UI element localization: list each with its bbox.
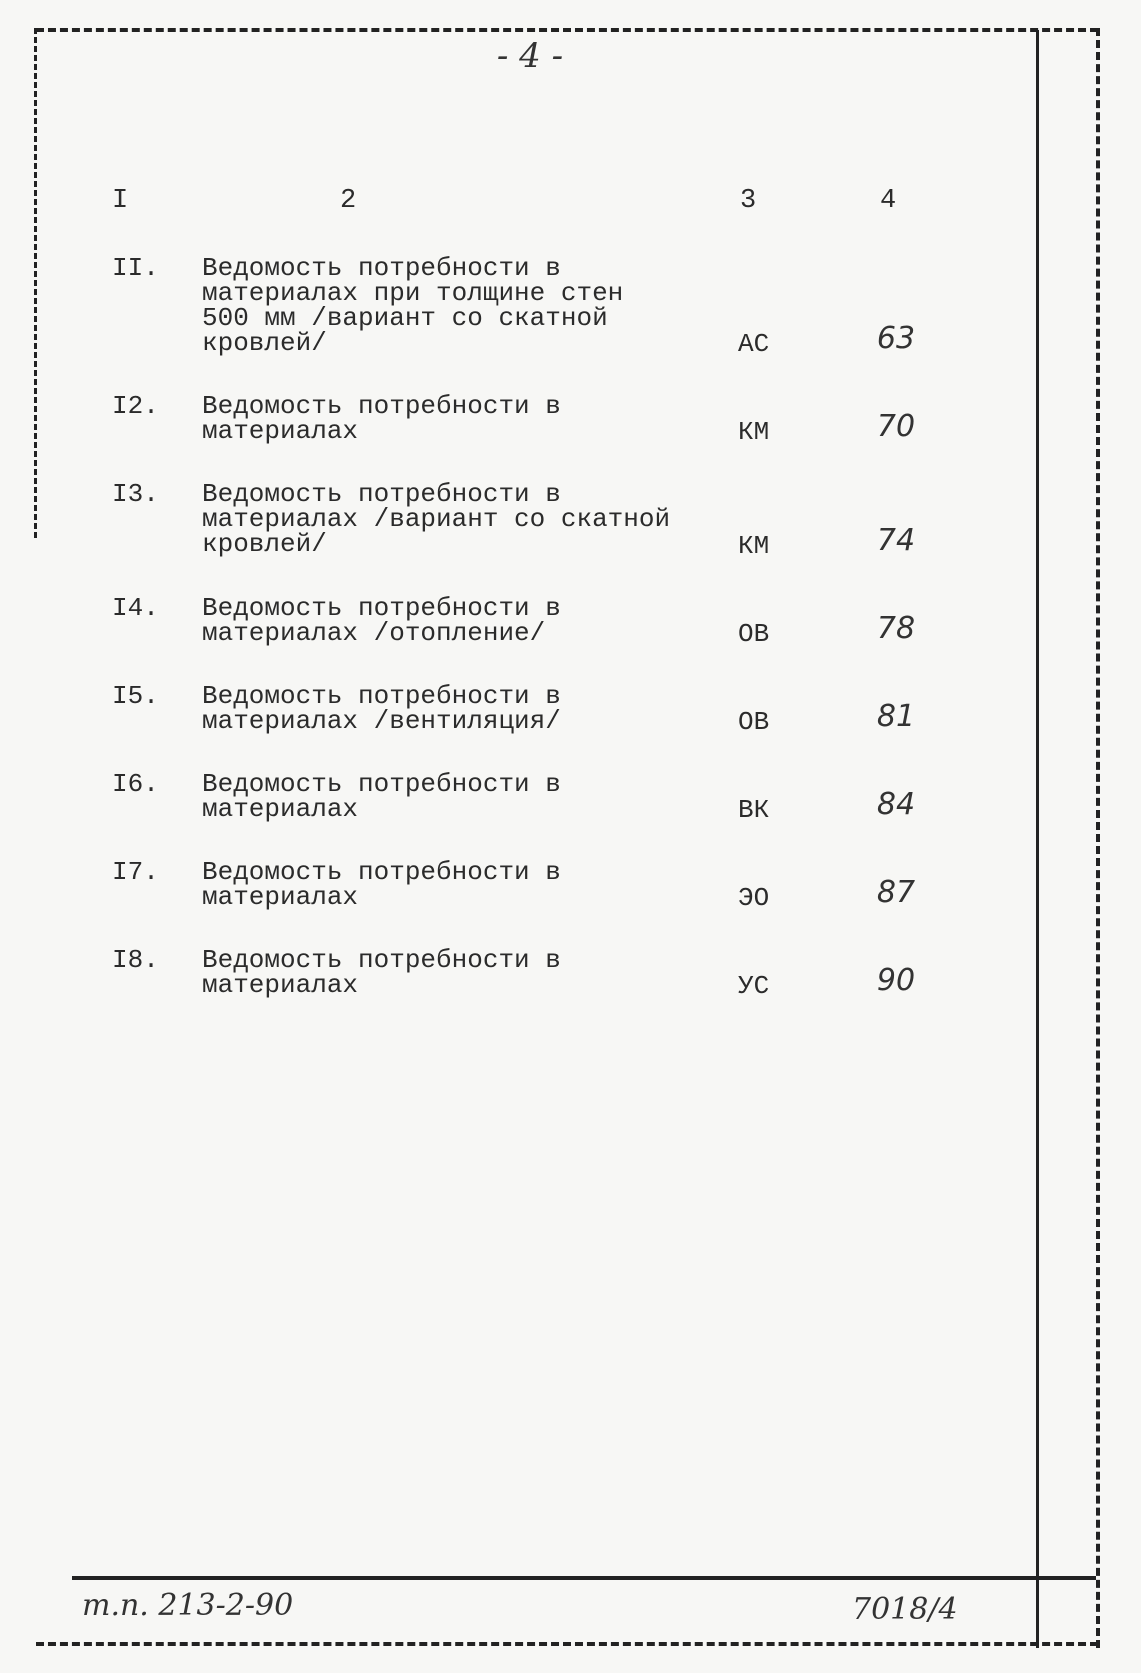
row-page: 90: [876, 963, 916, 998]
row-number: II.: [112, 253, 159, 283]
row-description: Ведомость потребности в материалах: [202, 391, 561, 446]
row-section: АС: [738, 329, 770, 359]
row-number: I5.: [112, 681, 159, 711]
row-description: Ведомость потребности в материалах /отопление/: [202, 593, 561, 648]
footer-bottom-line: [36, 1642, 1098, 1646]
row-description: Ведомость потребности в материалах: [202, 769, 561, 824]
row-section: ВК: [738, 795, 770, 825]
row-description: Ведомость потребности в материалах /вентиляция/: [202, 681, 561, 736]
project-code: т.п. 213-2-90: [82, 1588, 294, 1623]
row-section: КМ: [738, 417, 770, 447]
row-number: I8.: [112, 945, 159, 975]
row-page: 84: [876, 787, 916, 822]
row-page: 81: [876, 699, 916, 734]
row-number: I6.: [112, 769, 159, 799]
row-description: Ведомость потребности в материалах при толщине стен 500 мм /вариант со скатной кровлей/: [202, 253, 624, 358]
row-page: 63: [876, 321, 916, 356]
row-number: I7.: [112, 857, 159, 887]
column-header-1: I: [112, 186, 129, 216]
row-section: УС: [738, 971, 770, 1001]
frame-right-inner-border: [1036, 30, 1039, 1648]
row-number: I4.: [112, 593, 159, 623]
row-description: Ведомость потребности в материалах: [202, 945, 561, 1000]
footer-divider: [1036, 1576, 1039, 1646]
frame-left-border: [34, 28, 37, 538]
row-number: I2.: [112, 391, 159, 421]
row-section: ОВ: [738, 619, 770, 649]
row-description: Ведомость потребности в материалах /вариант со скатной кровлей/: [202, 479, 671, 559]
row-description: Ведомость потребности в материалах: [202, 857, 561, 912]
page-number: - 4 -: [496, 36, 564, 76]
sheet-code: 7018/4: [852, 1592, 958, 1627]
row-section: ЭО: [738, 883, 770, 913]
column-header-row: [0, 186, 1141, 226]
row-section: КМ: [738, 531, 770, 561]
row-section: ОВ: [738, 707, 770, 737]
row-page: 70: [876, 409, 916, 444]
frame-right-outer-border: [1096, 28, 1100, 1648]
row-page: 87: [876, 875, 916, 910]
row-number: I3.: [112, 479, 159, 509]
frame-top-border: [36, 28, 1098, 32]
column-header-3: 3: [740, 186, 757, 216]
row-page: 78: [876, 611, 916, 646]
column-header-4: 4: [880, 186, 897, 216]
row-page: 74: [876, 523, 916, 558]
column-header-2: 2: [340, 186, 357, 216]
footer-top-line: [72, 1576, 1096, 1580]
